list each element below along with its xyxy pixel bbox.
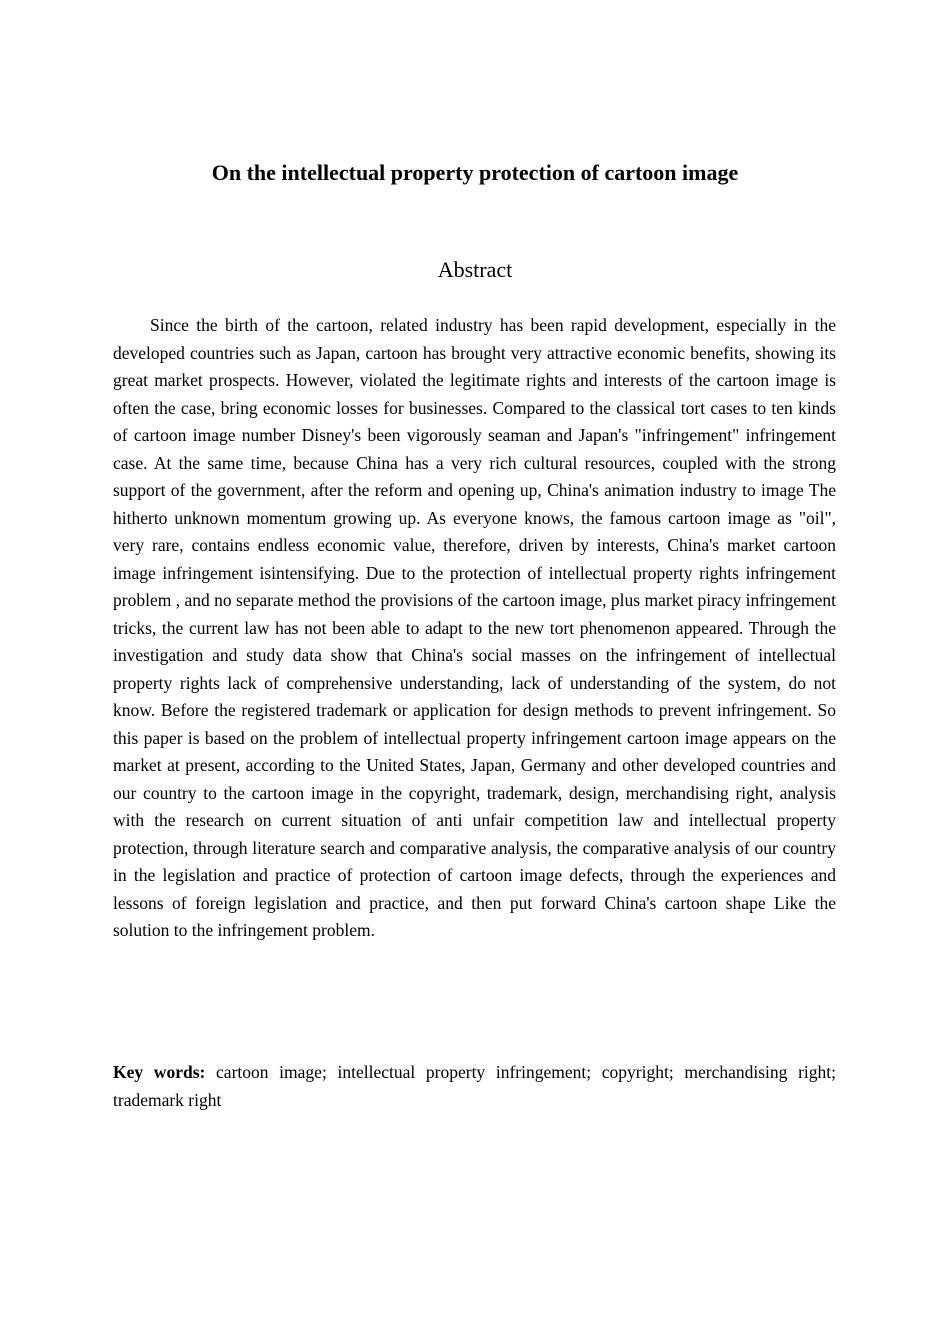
abstract-body: Since the birth of the cartoon, related industry has been rapid development, especially in the developed countries such as Japan, cartoon has brought very attractive economic benefits, showing its great market prospects. However, violated the legitimate rights and interests of the cartoon image is often the case, bring economic losses for businesses. Compared to the classical tort cases to ten kinds of cartoon image number Disney's been vigorously seaman and Japan's "infringement" infringement case. At the same time, because China has a very rich cultural resources, coupled with the strong support of the government, after the reform and opening up, China's animation industry to image The hitherto unknown momentum growing up. As everyone knows, the famous cartoon image as "oil", very rare, contains endless economic value, therefore, driven by interests, China's market cartoon image infringement isintensifying. Due to the protection of intellectual property rights infringement problem , and no separate method the provisions of the cartoon image, plus market piracy infringement tricks, the current law has not been able to adapt to the new tort phenomenon appeared. Through the investigation and study data show that China's social masses on the infringement of intellectual property rights lack of comprehensive understanding, lack of understanding of the system, do not know. Before the registered trademark or application for design methods to prevent infringement. So this paper is based on the problem of intellectual property infringement cartoon image appears on the market at present, according to the United States, Japan, Germany and other developed countries and our country to the cartoon image in the copyright, trademark, design, merchandising right, analysis with the research on current situation of anti unfair competition law and intellectual property protection, through literature search and comparative analysis, the comparative analysis of our country in the legislation and practice of protection of cartoon image defects, through the experiences and lessons of foreign legislation and practice, and then put forward China's cartoon shape Like the solution to the infringement problem. (113, 315, 836, 940)
abstract-heading: Abstract (437, 257, 513, 282)
keywords-text: cartoon image; intellectual property infringement; copyright; merchandising right; trademark right (113, 1062, 837, 1110)
keywords-paragraph (113, 1059, 836, 1114)
paper-title: On the intellectual property protection of cartoon image (211, 160, 739, 185)
keywords-label: Key words: (113, 1062, 206, 1082)
